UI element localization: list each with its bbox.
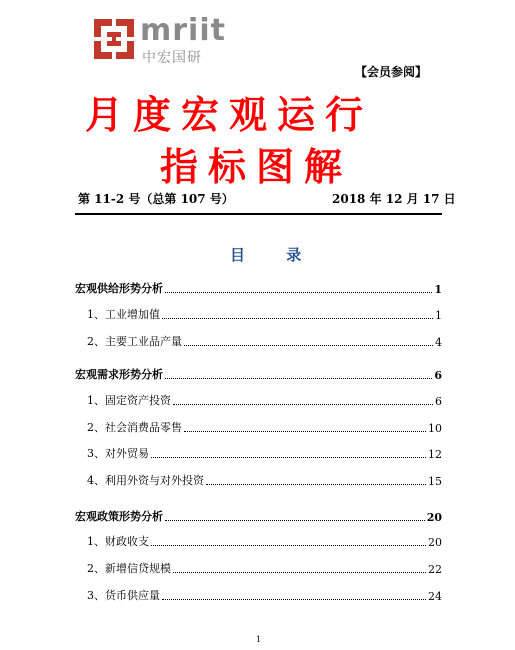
- toc-leader: [206, 484, 426, 485]
- toc-page: 6: [434, 369, 442, 382]
- toc-leader: [184, 431, 426, 432]
- toc-item[interactable]: [75, 392, 442, 408]
- toc-item[interactable]: [75, 333, 442, 349]
- toc-section-demand[interactable]: [75, 366, 442, 382]
- toc-item[interactable]: [75, 472, 442, 488]
- toc-label: 2、新增信贷规模: [87, 562, 171, 575]
- issue-date: 2018 年 12 月 17 日: [332, 192, 456, 206]
- toc-item[interactable]: [75, 587, 442, 603]
- toc-item[interactable]: [75, 560, 442, 576]
- toc-leader: [151, 457, 426, 458]
- toc-item[interactable]: [75, 445, 442, 461]
- header-divider: [75, 213, 442, 215]
- title-line-2: 指标图解: [160, 144, 353, 189]
- toc-leader: [165, 520, 425, 521]
- logo-subtitle: 中宏国研: [142, 50, 202, 66]
- toc-section-policy[interactable]: [75, 508, 442, 524]
- toc-label: 1、工业增加值: [87, 308, 160, 321]
- mriit-logo: [92, 15, 242, 75]
- toc-label: 3、货币供应量: [87, 589, 160, 602]
- toc-leader: [151, 545, 426, 546]
- toc-leader: [165, 378, 432, 379]
- toc-leader: [184, 345, 433, 346]
- toc-title: 目 录: [230, 246, 320, 264]
- toc-page: 12: [428, 448, 442, 461]
- toc-label: 1、财政收支: [87, 535, 149, 548]
- member-badge: 【会员参阅】: [355, 65, 428, 79]
- toc-leader: [162, 599, 426, 600]
- toc-label: 宏观供给形势分析: [75, 282, 163, 295]
- toc-leader: [162, 318, 433, 319]
- toc-label: 2、社会消费品零售: [87, 421, 182, 434]
- toc-page: 10: [428, 422, 442, 435]
- issue-number: 第 11-2 号（总第 107 号）: [78, 192, 234, 206]
- toc-label: 宏观需求形势分析: [75, 368, 163, 381]
- toc-page: 6: [435, 395, 442, 408]
- logo-name: mriit: [140, 13, 226, 48]
- toc-section-supply[interactable]: [75, 280, 442, 296]
- toc-item[interactable]: [75, 306, 442, 322]
- logo-mark-icon: [92, 17, 136, 61]
- title-line-1: 月度宏观运行: [85, 92, 374, 137]
- toc-page: 22: [428, 563, 442, 576]
- toc-page: 1: [434, 283, 442, 296]
- toc-page: 1: [435, 309, 442, 322]
- toc-page: 24: [428, 590, 442, 603]
- toc-page: 20: [426, 511, 442, 524]
- toc-leader: [173, 404, 433, 405]
- toc-item[interactable]: [75, 419, 442, 435]
- toc-label: 3、对外贸易: [87, 447, 149, 460]
- toc-leader: [173, 572, 426, 573]
- toc-label: 1、固定资产投资: [87, 394, 171, 407]
- toc-page: 4: [435, 336, 442, 349]
- toc-item[interactable]: [75, 533, 442, 549]
- page-number: 1: [256, 635, 262, 644]
- toc-label: 宏观政策形势分析: [75, 510, 163, 523]
- toc-leader: [165, 292, 432, 293]
- toc-page: 15: [428, 475, 442, 488]
- toc-page: 20: [428, 536, 442, 549]
- toc-label: 2、主要工业品产量: [87, 335, 182, 348]
- toc-label: 4、利用外资与对外投资: [87, 474, 204, 487]
